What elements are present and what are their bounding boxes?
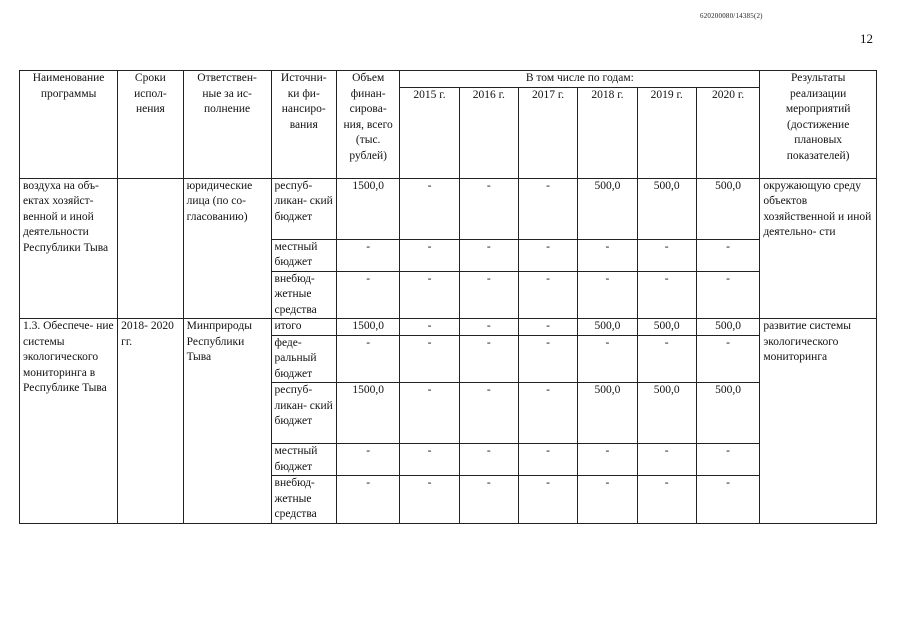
col-header-result: Результаты реализации мероприятий (достижение плановых показателей)	[760, 71, 877, 179]
program-result: окружающую среду объектов хозяйственной и иной деятельно- сти	[760, 178, 877, 319]
year-value: -	[518, 335, 577, 383]
year-value: -	[459, 444, 518, 476]
year-value: -	[400, 476, 459, 524]
funding-source: респуб- ликан- ский бюджет	[271, 178, 336, 239]
year-value: -	[696, 239, 759, 271]
funding-source: местный бюджет	[271, 239, 336, 271]
year-value: -	[459, 476, 518, 524]
year-value: 500,0	[578, 178, 637, 239]
year-value: -	[518, 271, 577, 319]
year-value: -	[459, 319, 518, 336]
year-value: -	[578, 476, 637, 524]
year-value: -	[578, 271, 637, 319]
year-value: -	[578, 239, 637, 271]
year-value: -	[400, 444, 459, 476]
funding-source: феде- ральный бюджет	[271, 335, 336, 383]
col-header-source: Источни- ки фи- нансиро- вания	[271, 71, 336, 179]
header-row-1	[20, 71, 877, 88]
funding-volume: 1500,0	[336, 319, 399, 336]
year-value: -	[400, 383, 459, 444]
program-responsible: Минприроды Республики Тыва	[183, 319, 271, 524]
year-value: -	[459, 271, 518, 319]
funding-volume: -	[336, 444, 399, 476]
funding-source: итого	[271, 319, 336, 336]
program-table	[19, 70, 877, 524]
col-header-term: Сроки испол- нения	[118, 71, 183, 179]
program-responsible: юридические лица (по со- гласованию)	[183, 178, 271, 319]
year-value: -	[459, 239, 518, 271]
year-value: -	[637, 444, 696, 476]
program-term: 2018- 2020 гг.	[118, 319, 183, 524]
funding-source: респуб- ликан- ский бюджет	[271, 383, 336, 444]
year-value: -	[459, 335, 518, 383]
col-header-responsible: Ответствен- ные за ис- полнение	[183, 71, 271, 179]
year-value: -	[400, 335, 459, 383]
year-header: 2017 г.	[518, 87, 577, 178]
year-value: -	[518, 444, 577, 476]
year-value: 500,0	[696, 383, 759, 444]
year-header: 2020 г.	[696, 87, 759, 178]
col-header-name: Наименование программы	[20, 71, 118, 179]
year-value: -	[459, 178, 518, 239]
funding-volume: 1500,0	[336, 178, 399, 239]
funding-volume: -	[336, 476, 399, 524]
funding-source: внебюд- жетные средства	[271, 271, 336, 319]
year-value: -	[696, 335, 759, 383]
year-value: 500,0	[578, 319, 637, 336]
year-value: -	[637, 476, 696, 524]
year-value: -	[518, 178, 577, 239]
col-header-years-group: В том числе по годам:	[400, 71, 760, 88]
year-value: -	[637, 271, 696, 319]
program-name: 1.3. Обеспече- ние системы экологического мониторинга в Республике Тыва	[20, 319, 118, 524]
year-header: 2015 г.	[400, 87, 459, 178]
year-value: -	[518, 383, 577, 444]
funding-volume: -	[336, 335, 399, 383]
program-name: воздуха на объ- ектах хозяйст- венной и иной деятельности Республики Тыва	[20, 178, 118, 319]
year-value: -	[400, 178, 459, 239]
year-value: 500,0	[637, 319, 696, 336]
year-value: -	[400, 271, 459, 319]
table-row	[20, 319, 877, 336]
year-value: 500,0	[637, 383, 696, 444]
year-value: -	[637, 335, 696, 383]
year-value: -	[518, 239, 577, 271]
year-value: -	[459, 383, 518, 444]
year-value: -	[637, 239, 696, 271]
year-value: 500,0	[637, 178, 696, 239]
year-value: -	[696, 476, 759, 524]
year-value: -	[400, 239, 459, 271]
year-value: -	[518, 319, 577, 336]
document-code: 620200080/14385(2)	[700, 12, 763, 20]
funding-volume: 1500,0	[336, 383, 399, 444]
funding-source: местный бюджет	[271, 444, 336, 476]
year-value: -	[578, 335, 637, 383]
year-value: -	[400, 319, 459, 336]
year-value: -	[578, 444, 637, 476]
year-value: -	[696, 271, 759, 319]
year-value: 500,0	[696, 178, 759, 239]
year-value: 500,0	[578, 383, 637, 444]
funding-volume: -	[336, 271, 399, 319]
year-header: 2016 г.	[459, 87, 518, 178]
year-value: -	[696, 444, 759, 476]
funding-volume: -	[336, 239, 399, 271]
year-value: 500,0	[696, 319, 759, 336]
program-term	[118, 178, 183, 319]
program-result: развитие системы экологического мониторинга	[760, 319, 877, 524]
funding-source: внебюд- жетные средства	[271, 476, 336, 524]
year-value: -	[518, 476, 577, 524]
page-number: 12	[860, 31, 873, 46]
col-header-volume: Объем финан- сирова- ния, всего (тыс. рублей)	[336, 71, 399, 179]
year-header: 2018 г.	[578, 87, 637, 178]
year-header: 2019 г.	[637, 87, 696, 178]
table-row	[20, 178, 877, 239]
